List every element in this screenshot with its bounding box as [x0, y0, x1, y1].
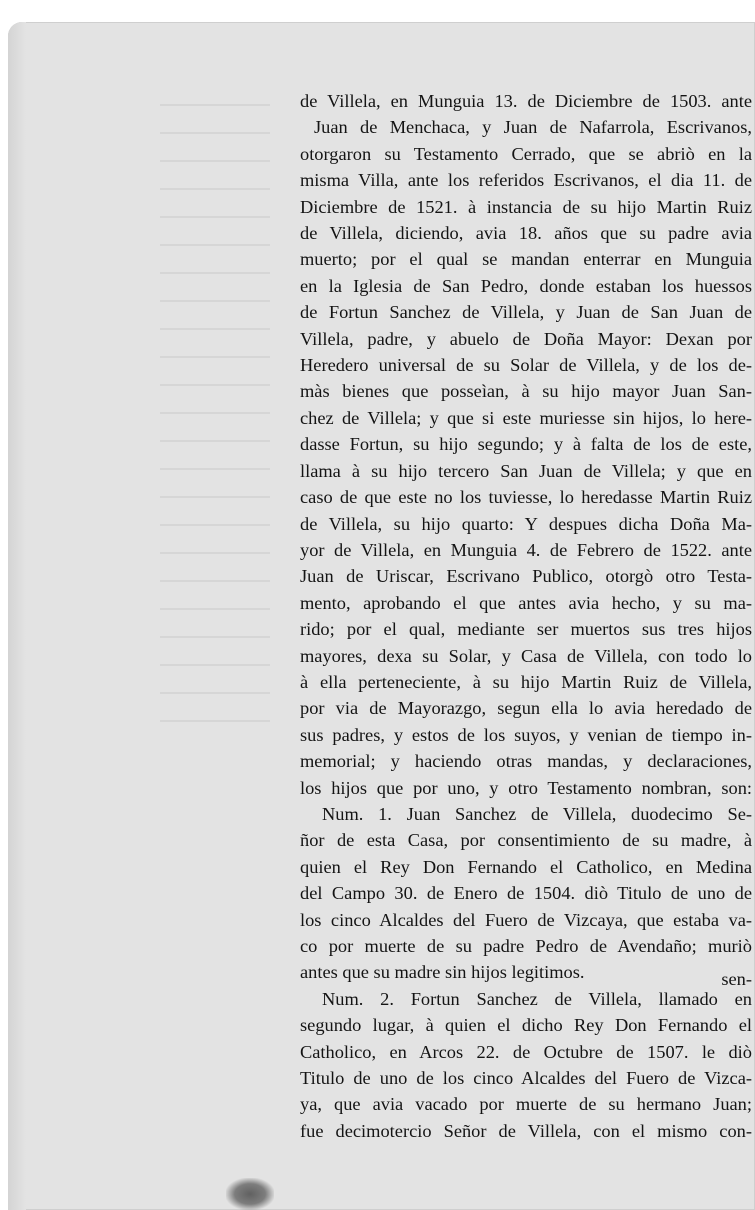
text-line: Diciembre de 1521. à instancia de su hijo Martin Ruiz: [300, 196, 752, 217]
show-through-bleed: [160, 90, 270, 730]
text-line: sus padres, y estos de los suyos, y venian de tiempo in-: [300, 724, 752, 745]
text-line: segundo lugar, à quien el dicho Rey Don Fernando el: [300, 1015, 752, 1036]
text-line: Catholico, en Arcos 22. de Octubre de 1507. le diò: [300, 1041, 752, 1062]
text-line: en la Iglesia de San Pedro, donde estaban los huessos: [300, 275, 752, 296]
text-line: otorgaron su Testamento Cerrado, que se abriò en la: [300, 143, 752, 164]
text-line: ñor de esta Casa, por consentimiento de su madre, à: [300, 830, 752, 851]
text-line: yor de Villela, en Munguia 4. de Febrero de 1522. ante: [300, 539, 752, 560]
text-line: caso de que este no los tuviesse, lo heredasse Martin Ruiz: [300, 487, 752, 508]
text-line: quien el Rey Don Fernando el Catholico, en Medina: [300, 856, 752, 877]
ink-smudge: [226, 1178, 274, 1210]
text-line: à ella perteneciente, à su hijo Martin Ruiz de Villela,: [300, 671, 752, 692]
text-line: mento, aprobando el que antes avia hecho, y su ma-: [300, 592, 752, 613]
text-line: muerto; por el qual se mandan enterrar en Munguia: [300, 249, 752, 270]
text-line: del Campo 30. de Enero de 1504. diò Titulo de uno de: [300, 883, 752, 904]
text-line: de Villela, diciendo, avia 18. años que su padre avia: [300, 223, 752, 244]
text-line: fue decimotercio Señor de Villela, con el mismo con-: [300, 1120, 752, 1141]
text-line: Titulo de uno de los cinco Alcaldes del Fuero de Vizca-: [300, 1068, 752, 1089]
page-left-edge: [8, 22, 26, 1210]
text-line: antes que su madre sin hijos legitimos.: [300, 962, 585, 983]
text-line: rido; por el qual, mediante ser muertos sus tres hijos: [300, 619, 752, 640]
text-line: por via de Mayorazgo, segun ella lo avia heredado de: [300, 698, 752, 719]
catchword: sen-: [721, 969, 752, 989]
text-line: co por muerte de su padre Pedro de Avendaño; muriò: [300, 936, 752, 956]
text-line: mayores, dexa su Solar, y Casa de Villela, con todo lo: [300, 645, 752, 666]
text-line: chez de Villela; y que si este muriesse sin hijos, lo here-: [300, 407, 752, 428]
paragraph-num-2: Num. 2. Fortun Sanchez de Villela, llamado en: [322, 988, 752, 1009]
text-line: de Villela, en Munguia 13. de Diciembre de 1503. ante: [300, 91, 752, 111]
text-line: Juan de Uriscar, Escrivano Publico, otorgò otro Testa-: [300, 566, 752, 587]
text-line: Heredero universal de su Solar de Villela, y de los de-: [300, 355, 752, 376]
text-line: memorial; y haciendo otras mandas, y declaraciones,: [300, 751, 752, 772]
text-line: los hijos que por uno, y otro Testamento nombran, son:: [300, 777, 752, 798]
text-line: de Villela, su hijo quarto: Y despues dicha Doña Ma-: [300, 513, 752, 534]
text-line: misma Villa, ante los referidos Escrivanos, el dia 11. de: [300, 170, 752, 191]
text-line: Juan de Menchaca, y Juan de Nafarrola, Escrivanos,: [314, 117, 752, 138]
text-line: llama à su hijo tercero San Juan de Villela; y que en: [300, 460, 752, 481]
text-line: de Fortun Sanchez de Villela, y Juan de San Juan de: [300, 302, 752, 323]
text-line: ya, que avia vacado por muerte de su hermano Juan;: [300, 1094, 752, 1115]
text-line: màs bienes que posseìan, à su hijo mayor Juan San-: [300, 381, 752, 402]
text-line: dasse Fortun, su hijo segundo; y à falta de los de este,: [300, 434, 752, 455]
text-line: Villela, padre, y abuelo de Doña Mayor: Dexan por: [300, 328, 752, 349]
text-line: los cinco Alcaldes del Fuero de Vizcaya, que estaba va-: [300, 909, 752, 930]
paragraph-num-1: Num. 1. Juan Sanchez de Villela, duodecimo Se-: [322, 803, 752, 824]
